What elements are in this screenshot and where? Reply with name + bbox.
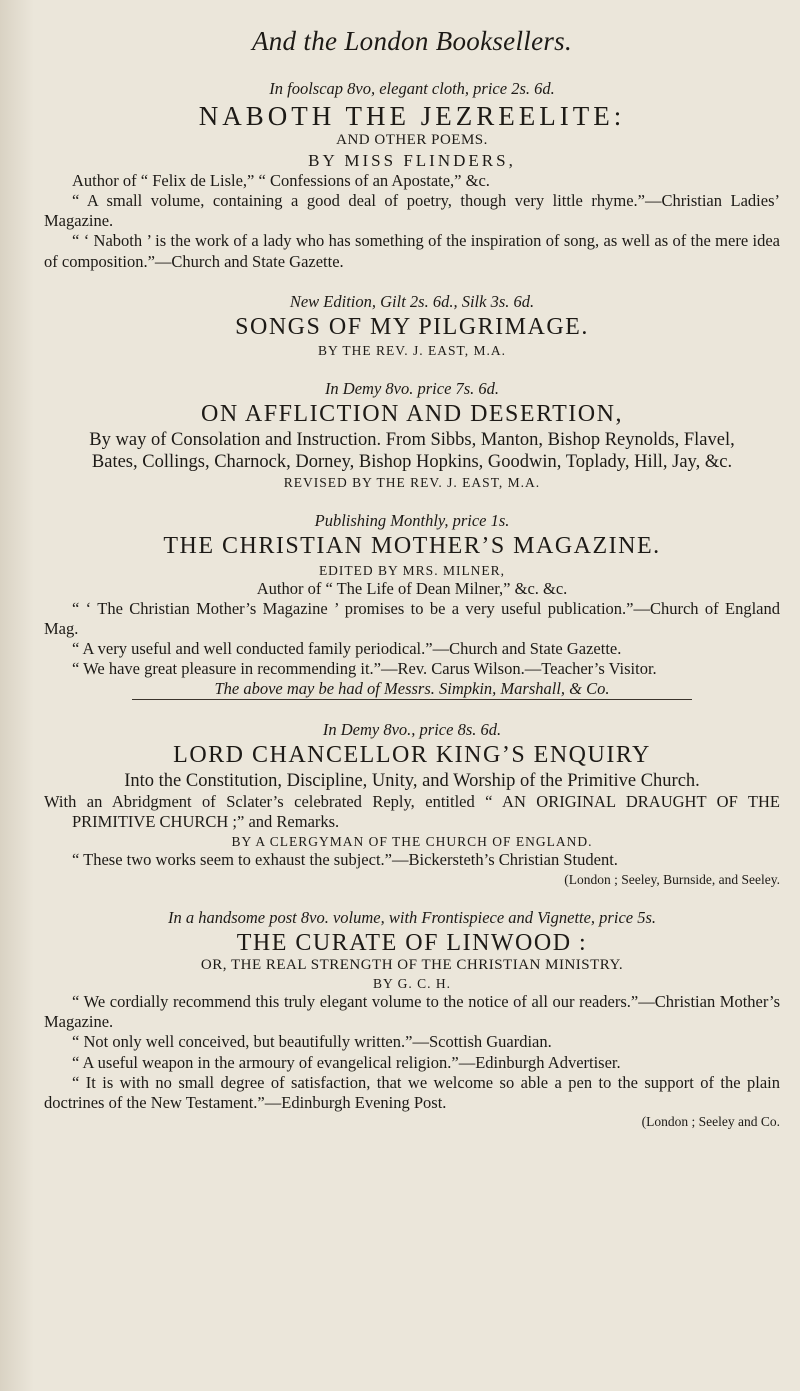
binding-shadow	[0, 0, 34, 1391]
book-editor: EDITED BY MRS. MILNER,	[318, 562, 506, 578]
review-quote: “ A useful weapon in the armoury of evangelical religion.”—Edinburgh Advertiser.	[72, 1052, 621, 1072]
editor-credits: Author of “ The Life of Dean Milner,” &c. &c.	[256, 578, 568, 598]
review-quote: “ Not only well conceived, but beautifully written.”—Scottish Guardian.	[72, 1032, 552, 1052]
edition-line: In foolscap 8vo, elegant cloth, price 2s. 6d.	[269, 79, 555, 98]
review-quote: “ A very useful and well conducted family periodical.”—Church and State Gazette.	[72, 639, 622, 659]
edition-line: New Edition, Gilt 2s. 6d., Silk 3s. 6d.	[289, 291, 535, 311]
book-author: BY A CLERGYMAN OF THE CHURCH OF ENGLAND.	[231, 834, 593, 850]
availability-note: The above may be had of Messrs. Simpkin, Marshall, & Co.	[214, 679, 610, 699]
book-title: THE CURATE OF LINWOOD :	[236, 929, 588, 956]
advert-affliction	[44, 379, 780, 491]
book-title: THE CHRISTIAN MOTHER’S MAGAZINE.	[163, 533, 661, 560]
book-title: SONGS OF MY PILGRIMAGE.	[235, 313, 589, 340]
review-quote: “ A small volume, containing a good deal of poetry, though very little rhyme.”—Christian Ladies’ Magazine.	[44, 191, 780, 231]
edition-line: In Demy 8vo., price 8s. 6d.	[322, 720, 502, 740]
book-title: LORD CHANCELLOR KING’S ENQUIRY	[173, 742, 651, 769]
review-quote: “ We cordially recommend this truly elegant volume to the notice of all our readers.”—Christian Mother’s Magazine.	[44, 992, 780, 1032]
advert-curate	[44, 908, 780, 1130]
book-author: BY MISS FLINDERS,	[308, 151, 516, 171]
book-author: BY THE REV. J. EAST, M.A.	[317, 343, 506, 359]
edition-line: In Demy 8vo. price 7s. 6d.	[324, 379, 500, 399]
book-contents: With an Abridgment of Sclater’s celebrated Reply, entitled “ AN ORIGINAL DRAUGHT OF THE PRIMITIVE CHURCH ;” and Remarks.	[44, 792, 780, 832]
book-description: By way of Consolation and Instruction. From Sibbs, Manton, Bishop Reynolds, Flavel, Bates, Collings, Charnock, Dorney, Bishop Hopkins, Goodwin, Toplady, Hill, Jay, &c.	[89, 429, 735, 473]
edition-line: In a handsome post 8vo. volume, with Frontispiece and Vignette, price 5s.	[167, 907, 657, 927]
review-quote: “ ‘ Naboth ’ is the work of a lady who has something of the inspiration of song, as well as of the mere idea of composition.”—Church and State Gazette.	[44, 231, 780, 271]
review-quote: “ ‘ The Christian Mother’s Magazine ’ promises to be a very useful publication.”—Church of England Mag.	[44, 598, 780, 639]
book-author: REVISED BY THE REV. J. EAST, M.A.	[283, 475, 541, 491]
review-quote: “ We have great pleasure in recommending it.”—Rev. Carus Wilson.—Teacher’s Visitor.	[72, 659, 657, 679]
divider-rule	[132, 699, 692, 700]
author-credits: Author of “ Felix de Lisle,” “ Confessions of an Apostate,” &c.	[72, 171, 490, 191]
book-subtitle: AND OTHER POEMS.	[336, 132, 488, 149]
review-quote: “ It is with no small degree of satisfaction, that we welcome so able a pen to the support of the plain doctrines of the New Testament.”—Edinburgh Evening Post.	[44, 1072, 780, 1112]
review-quote: “ These two works seem to exhaust the subject.”—Bickersteth’s Christian Student.	[72, 850, 618, 870]
publisher-note: (London ; Seeley and Co.	[641, 1113, 780, 1129]
book-title: ON AFFLICTION AND DESERTION,	[201, 401, 623, 428]
publisher-note: (London ; Seeley, Burnside, and Seeley.	[564, 871, 780, 887]
book-description: Into the Constitution, Discipline, Unity, and Worship of the Primitive Church.	[124, 771, 700, 792]
edition-line: Publishing Monthly, price 1s.	[314, 511, 510, 531]
advert-enquiry	[44, 720, 780, 887]
advert-songs	[44, 292, 780, 360]
page-content	[44, 26, 780, 1150]
advert-naboth	[44, 79, 780, 272]
advert-magazine	[44, 511, 780, 700]
running-head: And the London Booksellers.	[251, 26, 573, 56]
book-author: BY G. C. H.	[372, 976, 451, 992]
book-subtitle: OR, THE REAL STRENGTH OF THE CHRISTIAN MINISTRY.	[200, 957, 624, 974]
book-title: NABOTH THE JEZREELITE:	[198, 101, 626, 131]
